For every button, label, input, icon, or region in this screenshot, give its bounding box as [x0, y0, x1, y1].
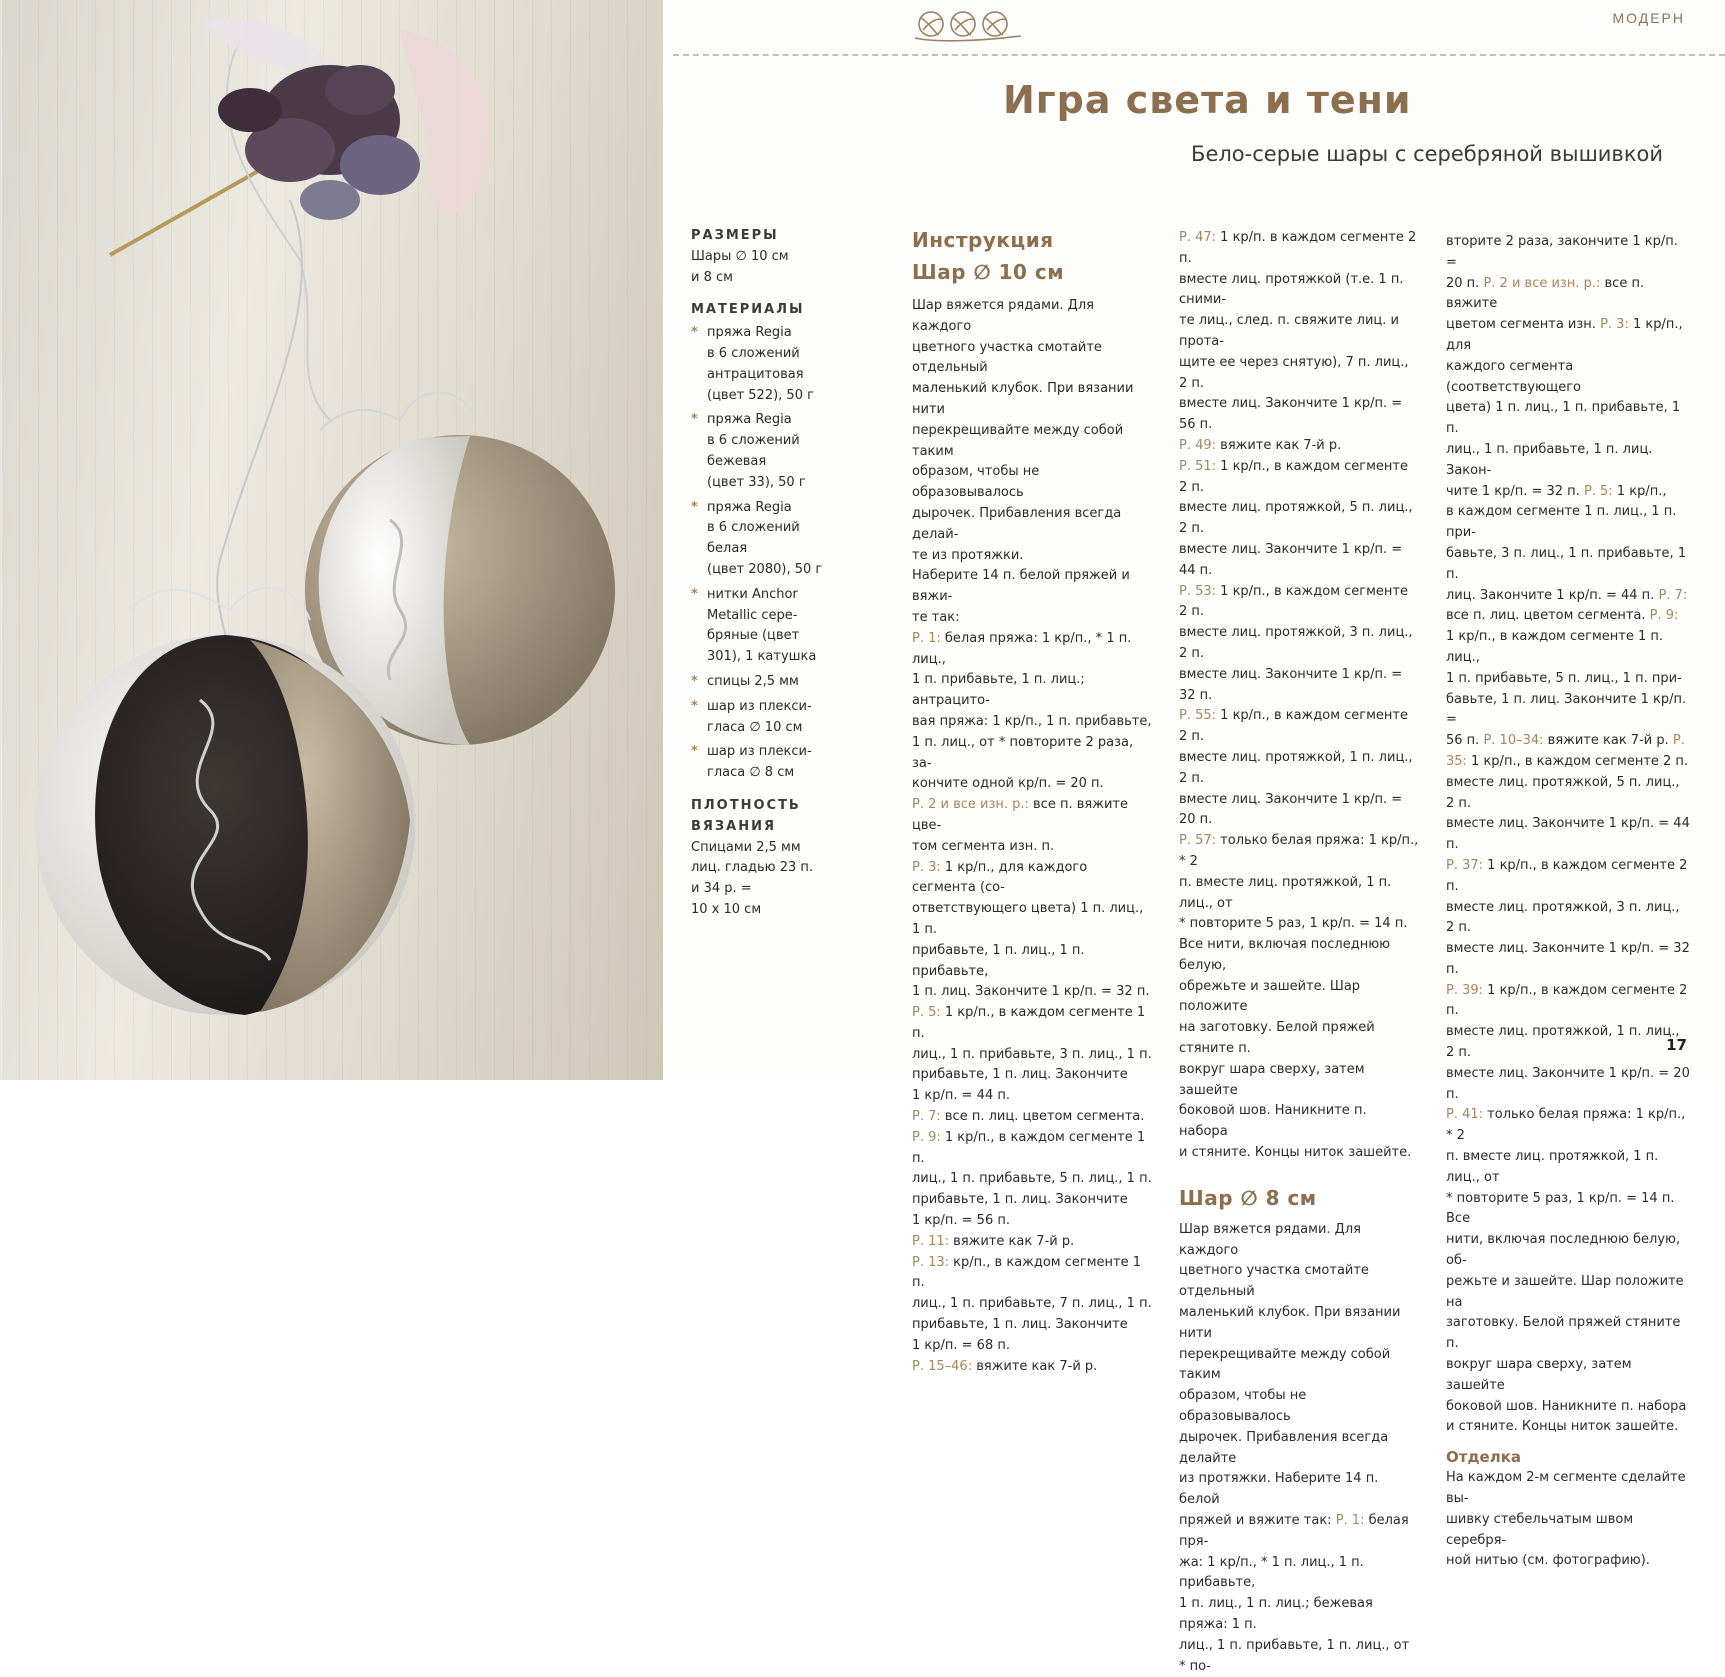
text-line: вместе лиц. протяжкой, 3 п. лиц., 2 п. [1446, 899, 1680, 936]
row-text: все п. лиц. цветом сегмента. [940, 1109, 1145, 1125]
text-line: ответствующего цвета) 1 п. лиц., 1 п. [912, 901, 1144, 937]
text-line: лиц., 1 п. прибавьте, 7 п. лиц., 1 п. [912, 1296, 1152, 1312]
material-item [691, 742, 851, 784]
material-item [691, 410, 851, 493]
material-line: белая [707, 541, 748, 557]
text-line [1179, 228, 1419, 270]
material-line: (цвет 2080), 50 г [707, 561, 823, 577]
row-label: Р. 53: [1179, 583, 1217, 599]
hydrangea-flower [218, 65, 420, 220]
row-label: Р. 1: [912, 630, 941, 646]
text-line: п. вместе лиц. протяжкой, 1 п. лиц., от [1179, 874, 1392, 911]
material-line: нитки Anchor [707, 586, 798, 602]
text-line: вая пряжа: 1 кр/п., 1 п. прибавьте, [912, 713, 1152, 729]
text-line: цвета) 1 п. лиц., 1 п. прибавьте, 1 п. [1446, 400, 1681, 437]
text-line: дырочек. Прибавления всегда делай- [912, 505, 1122, 542]
sizes-heading: РАЗМЕРЫ [691, 228, 779, 243]
text-line: лиц., 1 п. прибавьте, 1 п. лиц. Закон- [1446, 441, 1653, 478]
row-text: лиц. Закончите 1 кр/п. = 44 п. [1446, 587, 1659, 603]
material-line: бежевая [707, 453, 767, 469]
text-line [1446, 482, 1691, 503]
row-text: кр/п., в каждом сегменте 1 п. [912, 1254, 1142, 1291]
row-label: Р. 5: [912, 1005, 941, 1021]
text-line: на заготовку. Белой пряжей стяните п. [1179, 1020, 1375, 1057]
material-line: антрацитовая [707, 366, 804, 382]
row-label: Р. 5: [1583, 483, 1613, 499]
sizes-line: Шары ∅ 10 см [691, 248, 789, 264]
row-text: только белая пряжа: 1 кр/п., * 2 [1179, 833, 1419, 869]
gauge-heading: ПЛОТНОСТЬ [691, 797, 801, 813]
text-line: * повторите 5 раз, 1 кр/п. = 14 п. Все [1446, 1190, 1675, 1227]
text-line: цветного участка смотайте отдельный [1179, 1263, 1369, 1300]
gauge-line: лиц. гладью 23 п. [691, 860, 814, 876]
yarn-balls-icon [913, 6, 1023, 46]
row-text: 1 кр/п., в каждом сегменте 2 п. [1446, 982, 1688, 1019]
text-line: кончите одной кр/п. = 20 п. [912, 776, 1104, 792]
pattern-page [663, 0, 1725, 1674]
text-line: 1 п. лиц. Закончите 1 кр/п. = 32 п. [912, 984, 1150, 1000]
page-subtitle: Бело-серые шары с серебряной вышивкой [1191, 142, 1663, 166]
text-line [1446, 315, 1691, 357]
row-label: Р. 57: [1179, 833, 1217, 849]
text-line: боковой шов. Наникните п. набора [1179, 1103, 1367, 1140]
row-label: Р. 41: [1446, 1107, 1484, 1123]
text-line: из протяжки. Наберите 14 п. белой [1179, 1471, 1379, 1508]
text-line: 1 кр/п. = 44 п. [912, 1088, 1010, 1104]
text-line: перекрещивайте между собой таким [912, 422, 1124, 459]
text-line [912, 1253, 1152, 1295]
text-line: 1 кр/п., в каждом сегменте 1 п. лиц., [1446, 629, 1664, 665]
text-line: лиц., 1 п. прибавьте, 3 п. лиц., 1 п. [912, 1046, 1152, 1062]
finishing-heading: Отделка [1446, 1448, 1522, 1467]
text-line: вместе лиц. Закончите 1 кр/п. = 20 п. [1446, 1065, 1690, 1102]
text-line: 1 кр/п. = 68 п. [912, 1337, 1010, 1353]
material-line: 301), 1 катушка [707, 649, 817, 665]
row-label: Р. 7: [912, 1109, 941, 1125]
text-line: и стяните. Концы ниток зашейте. [1446, 1419, 1679, 1435]
text-line: каждого сегмента (соответствующего [1446, 358, 1581, 395]
text-line [1446, 856, 1691, 898]
row-text: 1 кр/п., в каждом сегменте 2 п. [1179, 583, 1409, 620]
text-line: обрежьте и зашейте. Шар положите [1179, 978, 1361, 1015]
text-line: 1 п. прибавьте, 1 п. лиц.; антрацито- [912, 672, 1085, 709]
instructions-column-1 [912, 224, 1152, 1377]
material-line: в 6 сложений [707, 520, 800, 536]
text-line: п. вместе лиц. протяжкой, 1 п. лиц., от [1446, 1149, 1659, 1185]
text-line [912, 629, 1152, 671]
row-text: чите 1 кр/п. = 32 п. [1446, 483, 1584, 499]
text-line: вторите 2 раза, закончите 1 кр/п. = [1446, 234, 1678, 270]
text-line: вместе лиц. протяжкой, 5 п. лиц., 2 п. [1446, 774, 1680, 811]
text-line: вокруг шара сверху, затем зашейте [1179, 1061, 1365, 1098]
row-label: Р. 1: [1335, 1513, 1365, 1529]
text-line: дырочек. Прибавления всегда делайте [1179, 1429, 1389, 1466]
material-line: Metallic сере- [707, 607, 798, 623]
instructions-heading: Инструкция [912, 228, 1054, 252]
text-line: вместе лиц. протяжкой (т.е. 1 п. сними- [1179, 271, 1404, 308]
text-line: вместе лиц. протяжкой, 3 п. лиц., 2 п. [1179, 625, 1413, 661]
text-line: том сегмента изн. п. [912, 838, 1055, 854]
row-label: Р. 15–46: [912, 1358, 973, 1374]
text-line: вместе лиц. Закончите 1 кр/п. = 20 п. [1179, 791, 1403, 828]
material-line: в 6 сложений [707, 345, 800, 361]
text-line: ной нитью (см. фотографию). [1446, 1553, 1650, 1569]
row-label: Р. 3: [1600, 317, 1629, 333]
row-text: 1 кр/п., в каждом сегменте 2 п. [1446, 857, 1688, 894]
text-line: прибавьте, 1 п. лиц. Закончите [912, 1067, 1128, 1083]
materials-list [691, 323, 851, 784]
row-text: все п. вяжите цве- [912, 797, 1128, 833]
material-line: шар из плекси- [707, 744, 812, 760]
instructions-column-2 [1179, 228, 1419, 1677]
text-line: образом, чтобы не образовывалось [1179, 1388, 1307, 1425]
knitted-balls-illustration [0, 0, 663, 1080]
row-label: Р. 39: [1446, 982, 1484, 998]
text-line [912, 858, 1152, 900]
text-line: перекрещивайте между собой таким [1179, 1346, 1391, 1383]
page-title: Игра света и тени [1003, 78, 1412, 122]
text-line: те из протяжки. [912, 547, 1024, 563]
text-line: маленький клубок. При вязании нити [1179, 1305, 1401, 1341]
ball-10cm-heading: Шар ∅ 10 см [912, 260, 1065, 284]
row-label: Р. 55: [1179, 708, 1217, 724]
material-line: пряжа Regia [707, 325, 792, 341]
text-line [1179, 706, 1419, 748]
text-line: лиц., 1 п. прибавьте, 5 п. лиц., 1 п. [912, 1171, 1152, 1187]
text-line: 1 п. лиц., от * повторите 2 раза, за- [912, 734, 1134, 771]
row-label: Р. 49: [1179, 437, 1217, 453]
material-line: гласа ∅ 8 см [707, 765, 795, 781]
text-line [1446, 981, 1691, 1023]
bullet-star-icon: * [691, 325, 698, 341]
row-label: Р. 3: [912, 859, 941, 875]
text-line [912, 1128, 1152, 1170]
row-text: вяжите как 7-й р. [1216, 437, 1342, 453]
text-line: вместе лиц. Закончите 1 кр/п. = 44 п. [1179, 541, 1403, 578]
text-line: те лиц., след. п. свяжите лиц. и прота- [1179, 313, 1399, 349]
text-line: Шар вяжется рядами. Для каждого [912, 298, 1094, 334]
row-text: 56 п. [1446, 733, 1484, 749]
text-line: 1 кр/п. = 56 п. [912, 1213, 1010, 1229]
material-item [691, 585, 851, 668]
text-line [1446, 1105, 1691, 1147]
text-line: Все нити, включая последнюю белую, [1179, 937, 1391, 973]
text-line: вместе лиц. протяжкой, 1 п. лиц., 2 п. [1179, 749, 1413, 786]
gauge-line: и 34 р. = [691, 881, 752, 897]
text-line: вместе лиц. протяжкой, 5 п. лиц., 2 п. [1179, 500, 1413, 537]
text-line: образом, чтобы не образовывалось [912, 464, 1040, 501]
row-text: 1 кр/п., в каждом сегменте 1 п. [912, 1129, 1146, 1166]
row-text: только белая пряжа: 1 кр/п., * 2 [1446, 1107, 1686, 1144]
section-tag: МОДЕРН [1612, 10, 1685, 26]
text-line: 1 п. лиц., 1 п. лиц.; бежевая пряжа: 1 п. [1179, 1596, 1373, 1632]
text-line: вместе лиц. Закончите 1 кр/п. = 32 п. [1446, 941, 1690, 977]
text-line: жа: 1 кр/п., * 1 п. лиц., 1 п. прибавьте, [1179, 1554, 1364, 1591]
gauge-line: 10 x 10 см [691, 901, 762, 917]
material-line: (цвет 33), 50 г [707, 474, 806, 490]
text-line: прибавьте, 1 п. лиц., 1 п. прибавьте, [912, 942, 1085, 979]
text-line: вместе лиц. Закончите 1 кр/п. = 56 п. [1179, 396, 1403, 433]
material-line: бряные (цвет [707, 628, 800, 644]
text-line: 1 п. прибавьте, 5 п. лиц., 1 п. при- [1446, 670, 1682, 686]
text-line: На каждом 2-м сегменте сделайте вы- [1446, 1470, 1686, 1507]
bullet-star-icon: * [691, 586, 698, 602]
text-line: Шар вяжется рядами. Для каждого [1179, 1221, 1361, 1258]
material-item [691, 323, 851, 406]
row-text: 1 кр/п., в каждом сегменте 2 п. [1179, 458, 1409, 495]
text-line: вместе лиц. протяжкой, 1 п. лиц., 2 п. [1446, 1024, 1680, 1061]
row-label: Р. 7: [1658, 587, 1688, 603]
text-line: те так: [912, 609, 960, 625]
text-line [912, 1232, 1152, 1253]
text-line: прибавьте, 1 п. лиц. Закончите [912, 1317, 1128, 1333]
row-label: Р. 47: [1179, 230, 1217, 245]
text-line [1179, 457, 1419, 499]
row-text: пряжей и вяжите так: [1179, 1513, 1336, 1529]
text-line: лиц., 1 п. прибавьте, 1 п. лиц., от * по- [1179, 1637, 1410, 1674]
text-line [912, 795, 1152, 837]
text-line: бавьте, 3 п. лиц., 1 п. прибавьте, 1 п. [1446, 545, 1687, 582]
sizes-line: и 8 см [691, 269, 733, 285]
row-label: Р. 13: [912, 1254, 950, 1270]
text-line: Наберите 14 п. белой пряжей и вяжи- [912, 568, 1130, 605]
text-line [912, 1107, 1152, 1128]
text-line: режьте и зашейте. Шар положите на [1446, 1273, 1684, 1310]
material-line: (цвет 522), 50 г [707, 387, 814, 403]
bullet-star-icon: * [691, 698, 698, 714]
bullet-star-icon: * [691, 744, 698, 760]
material-line: пряжа Regia [707, 412, 792, 428]
text-line: щите ее через снятую), 7 п. лиц., 2 п. [1179, 354, 1409, 391]
row-text: вяжите как 7-й р. [949, 1233, 1075, 1249]
bullet-star-icon: * [691, 412, 698, 428]
row-text: все п. лиц. цветом сегмента. [1446, 608, 1650, 624]
material-line: гласа ∅ 10 см [707, 719, 803, 735]
material-item [691, 672, 851, 693]
text-line: маленький клубок. При вязании нити [912, 381, 1134, 417]
text-line: боковой шов. Наникните п. набора [1446, 1398, 1687, 1414]
row-label: Р. 10–34: [1483, 733, 1544, 749]
row-text: 1 кр/п., для каждого сегмента (со- [912, 859, 1088, 896]
row-label: Р. 11: [912, 1233, 950, 1249]
row-label: Р. [1672, 733, 1685, 749]
row-label: Р. 9: [1649, 608, 1679, 624]
text-line: вместе лиц. Закончите 1 кр/п. = 44 п. [1446, 816, 1690, 853]
material-item [691, 498, 851, 581]
text-line [1179, 831, 1419, 873]
row-label: Р. 51: [1179, 458, 1217, 474]
text-line [912, 1003, 1152, 1045]
text-line: в каждом сегменте 1 п. лиц., 1 п. при- [1446, 504, 1677, 541]
material-line: шар из плекси- [707, 698, 812, 714]
text-line: бавьте, 1 п. лиц. Закончите 1 кр/п. = [1446, 691, 1687, 728]
row-text: 1 кр/п. в каждом сегменте 2 п. [1179, 230, 1417, 266]
text-line [1446, 586, 1691, 607]
row-label: Р. 2 и все изн. р.: [912, 797, 1029, 813]
text-line [1446, 731, 1691, 752]
ornament-photo [0, 0, 663, 1080]
row-text: белая пряжа: 1 кр/п., * 1 п. лиц., [912, 630, 1132, 667]
row-text: белая пря- [1179, 1513, 1409, 1549]
text-line: вокруг шара сверху, затем зашейте [1446, 1357, 1632, 1393]
header-divider [673, 54, 1725, 56]
text-line [1179, 582, 1419, 624]
text-line [1179, 436, 1419, 457]
material-line: пряжа Regia [707, 499, 792, 515]
row-label: Р. 37: [1446, 857, 1484, 873]
row-label: 35: [1446, 753, 1467, 769]
material-line: в 6 сложений [707, 433, 800, 449]
text-line: нити, включая последнюю белую, об- [1446, 1232, 1681, 1269]
bullet-star-icon: * [691, 499, 698, 515]
text-line: вместе лиц. Закончите 1 кр/п. = 32 п. [1179, 666, 1403, 703]
text-line: заготовку. Белой пряжей стяните п. [1446, 1315, 1681, 1352]
ball-8cm-heading: Шар ∅ 8 см [1179, 1185, 1317, 1210]
row-text: 1 кр/п., для [1446, 317, 1683, 353]
row-text: вяжите как 7-й р. [972, 1358, 1098, 1374]
text-line: прибавьте, 1 п. лиц. Закончите [912, 1192, 1128, 1208]
text-line: шивку стебельчатым швом серебря- [1446, 1511, 1634, 1548]
gauge-heading-2: ВЯЗАНИЯ [691, 818, 776, 834]
row-label: Р. 9: [912, 1129, 941, 1145]
materials-heading: МАТЕРИАЛЫ [691, 302, 805, 318]
instructions-column-3 [1446, 232, 1691, 1572]
text-line [1446, 274, 1691, 316]
text-line: цветного участка смотайте отдельный [912, 339, 1102, 376]
row-text: вяжите как 7-й р. [1543, 733, 1673, 749]
row-text: 1 кр/п., [1612, 483, 1667, 499]
material-item [691, 697, 851, 739]
row-text: 20 п. [1446, 275, 1484, 291]
material-line: спицы 2,5 мм [707, 673, 799, 689]
row-text: цветом сегмента изн. [1446, 317, 1601, 333]
row-label: Р. 2 и все изн. р.: [1483, 275, 1601, 291]
row-text: 1 кр/п., в каждом сегменте 2 п. [1179, 708, 1409, 745]
bullet-star-icon: * [691, 673, 698, 689]
text-line [1446, 752, 1691, 773]
text-line [912, 1357, 1152, 1378]
row-text: все п. вяжите [1446, 275, 1645, 312]
gauge-line: Спицами 2,5 мм [691, 839, 801, 855]
row-text: 1 кр/п., в каждом сегменте 1 п. [912, 1005, 1146, 1041]
text-line: * повторите 5 раз, 1 кр/п. = 14 п. [1179, 916, 1408, 932]
row-text: 1 кр/п., в каждом сегменте 2 п. [1466, 753, 1689, 769]
sidebar-specs [691, 226, 851, 921]
page-number: 17 [1666, 1036, 1687, 1054]
text-line: и стяните. Концы ниток зашейте. [1179, 1145, 1412, 1161]
text-line [1446, 606, 1691, 627]
text-line [1179, 1511, 1419, 1553]
